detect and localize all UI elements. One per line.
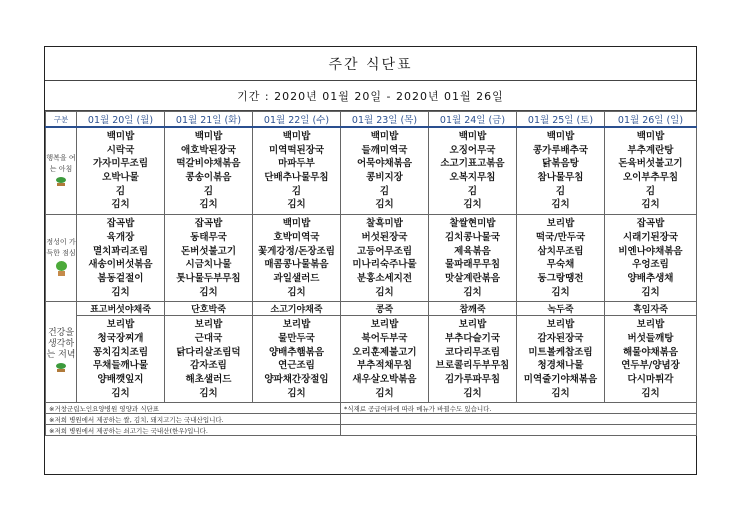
menu-item: 오이부추무침 [622, 172, 679, 184]
day-header: 01월 22일 (수) [253, 112, 341, 128]
menu-item: 브로콜리두부무침 [435, 360, 510, 372]
note-blank [341, 414, 697, 425]
menu-cell [253, 215, 341, 302]
menu-item: 청경채나물 [537, 360, 584, 372]
menu-item: 보리밥 [458, 319, 487, 331]
menu-item: 떡국/만두국 [535, 231, 586, 243]
menu-item: 과일샐러드 [273, 272, 320, 284]
menu-item: 해초샐러드 [185, 374, 232, 385]
menu-item: 다시마튀각 [627, 374, 674, 385]
menu-cell [77, 215, 165, 302]
menu-item: 닭볶음탕 [542, 158, 579, 170]
soup-cell: 녹두죽 [517, 302, 605, 316]
menu-cell [77, 127, 165, 215]
menu-item: 멸치꽈리조림 [92, 245, 149, 257]
menu-item: 오리훈제불고기 [352, 346, 417, 358]
menu-item: 찰쌀현미밥 [449, 218, 496, 230]
meal-label-text: 건강을 생각하는 저녁 [46, 328, 76, 361]
menu-item: 보리밥 [194, 319, 223, 331]
menu-cell [77, 316, 165, 403]
menu-item: 김치 [287, 387, 306, 399]
menu-item: 오박나물 [102, 172, 139, 184]
menu-item: 오징어무국 [449, 144, 496, 156]
menu-item: 김치 [375, 286, 394, 298]
menu-item: 김치 [199, 387, 218, 399]
menu-item: 김치 [551, 286, 570, 298]
menu-item: 백미밥 [282, 131, 311, 142]
soup-row [46, 302, 697, 316]
menu-item: 오복지무침 [449, 172, 496, 184]
menu-item: 부추다슬기국 [444, 332, 501, 344]
menu-item: 매콤콩나물볶음 [264, 259, 329, 271]
page-title: 주간 식단표 [45, 47, 696, 81]
menu-item: 호박미역국 [273, 231, 320, 243]
menu-item: 김치 [199, 199, 218, 211]
note-text: ※저희 병원에서 제공하는 쇠고기는 국내산(한우)입니다. [46, 425, 341, 436]
menu-item: 물파래무무침 [444, 259, 501, 271]
menu-item: 양배추생채 [627, 272, 674, 284]
day-header: 01월 26일 (일) [605, 112, 697, 128]
menu-item: 김치 [287, 199, 306, 211]
header-label: 구분 [46, 112, 77, 128]
menu-item: 버섯들깨탕 [627, 332, 674, 344]
menu-item: 보리밥 [546, 319, 575, 331]
menu-item: 김 [203, 185, 214, 197]
plant-icon [55, 261, 68, 276]
menu-item: 육개장 [106, 231, 135, 243]
soup-cell: 참깨죽 [429, 302, 517, 316]
menu-cell [605, 215, 697, 302]
day-header: 01월 23일 (목) [341, 112, 429, 128]
menu-item: 잡곡밥 [636, 218, 665, 230]
menu-item: 감자된장국 [537, 332, 584, 344]
menu-item: 김치 [287, 286, 306, 298]
menu-item: 물만두국 [278, 332, 315, 344]
menu-item: 김치 [463, 387, 482, 399]
menu-item: 김치 [641, 199, 660, 211]
period-text: 기간 : 2020년 01월 20일 - 2020년 01월 26일 [45, 81, 696, 111]
menu-item: 백미밥 [282, 218, 311, 230]
menu-item: 김 [115, 185, 126, 197]
menu-item: 봄동겉절이 [97, 272, 144, 284]
menu-item: 콩가루배추국 [532, 144, 589, 156]
menu-item: 미나리숙주나물 [352, 259, 417, 271]
menu-cell [165, 215, 253, 302]
menu-item: 부추적채무침 [356, 360, 413, 372]
menu-item: 백미밥 [194, 131, 223, 142]
menu-item: 김치 [111, 199, 130, 211]
menu-item: 백미밥 [546, 131, 575, 142]
menu-item: 김치 [199, 286, 218, 298]
menu-item: 연두부/양념장 [621, 360, 680, 372]
menu-item: 김치 [375, 199, 394, 211]
menu-item: 어묵야채볶음 [356, 158, 413, 170]
menu-item: 백미밥 [106, 131, 135, 142]
menu-item: 고등어무조림 [356, 245, 413, 257]
soup-cell: 소고기야채죽 [253, 302, 341, 316]
menu-item: 동태무국 [190, 231, 227, 243]
meal-label-text: 정성이 가득한 점심 [46, 237, 76, 257]
menu-item: 제육볶음 [454, 245, 491, 257]
menu-item: 백미밥 [636, 131, 665, 142]
menu-item: 무채들깨나물 [92, 360, 149, 372]
menu-item: 콩비지장 [366, 172, 403, 184]
menu-item: 양배깻잎지 [97, 374, 144, 385]
menu-item: 김 [379, 185, 390, 197]
soup-cell: 표고버섯야채죽 [77, 302, 165, 316]
menu-cell [605, 316, 697, 403]
menu-item: 양파채간장절임 [264, 374, 329, 385]
menu-cell [253, 316, 341, 403]
menu-item: 떡갈비야채볶음 [176, 158, 241, 170]
menu-item: 김가루파무침 [444, 374, 501, 385]
menu-item: 미트볼케찹조림 [528, 346, 593, 358]
menu-item: 양배추햄볶음 [268, 346, 325, 358]
menu-item: 보리밥 [282, 319, 311, 331]
menu-item: 연근조림 [278, 360, 315, 372]
menu-item: 꽃게강정/돈장조림 [258, 245, 335, 257]
note-text: ※거창군립노인요양병원 영양과 식단표 [46, 403, 341, 414]
note-row [46, 414, 697, 425]
menu-item: 백미밥 [370, 131, 399, 142]
menu-item: 청국장찌개 [97, 332, 144, 344]
menu-item: 김 [645, 185, 656, 197]
menu-item: 김치 [111, 286, 130, 298]
soup-cell: 흑임자죽 [605, 302, 697, 316]
menu-item: 잡곡밥 [194, 218, 223, 230]
meal-row [46, 316, 697, 403]
note-text: *식재료 공급여파에 따라 메뉴가 바뀔수도 있습니다. [341, 403, 697, 414]
menu-item: 김치 [375, 387, 394, 399]
menu-item: 보리밥 [370, 319, 399, 331]
menu-item: 김 [291, 185, 302, 197]
menu-item: 해물야채볶음 [622, 346, 679, 358]
note-row [46, 403, 697, 414]
header-row [46, 112, 697, 128]
menu-item: 근대국 [194, 332, 223, 344]
menu-item: 감자조림 [190, 360, 227, 372]
note-text: ※저희 병원에서 제공하는 쌀, 김치, 돼지고기는 국내산입니다. [46, 414, 341, 425]
menu-item: 새송이버섯볶음 [88, 259, 153, 271]
menu-item: 가자미무조림 [92, 158, 149, 170]
menu-sheet [44, 46, 697, 475]
menu-item: 단배추나물무침 [264, 172, 329, 184]
menu-item: 김 [467, 185, 478, 197]
menu-item: 비엔나야채볶음 [618, 245, 683, 257]
menu-item: 소고기표고볶음 [440, 158, 505, 170]
menu-cell [253, 127, 341, 215]
menu-item: 코다리무조림 [444, 346, 501, 358]
plant-icon [55, 177, 67, 186]
menu-item: 들깨미역국 [361, 144, 408, 156]
menu-cell [429, 316, 517, 403]
menu-item: 참나물무침 [537, 172, 584, 184]
menu-cell [429, 127, 517, 215]
menu-cell [341, 316, 429, 403]
menu-table [45, 111, 697, 436]
menu-cell [165, 127, 253, 215]
menu-item: 김치콩나물국 [444, 231, 501, 243]
menu-item: 보리밥 [636, 319, 665, 331]
meal-label-text: 행복을 여는 아침 [46, 153, 76, 173]
menu-cell [517, 127, 605, 215]
menu-item: 돈육버섯불고기 [618, 158, 683, 170]
menu-item: 잡곡밥 [106, 218, 135, 230]
menu-item: 꽁치김치조림 [92, 346, 149, 358]
menu-item: 마파두부 [278, 158, 315, 170]
soup-cell: 콩죽 [341, 302, 429, 316]
menu-item: 백미밥 [458, 131, 487, 142]
soup-cell: 단호박죽 [165, 302, 253, 316]
menu-item: 분홍소세지전 [356, 272, 413, 284]
note-blank [341, 425, 697, 436]
menu-item: 시락국 [106, 144, 135, 156]
menu-cell [429, 215, 517, 302]
note-row [46, 425, 697, 436]
menu-item: 김치 [641, 387, 660, 399]
menu-cell [605, 127, 697, 215]
menu-item: 보리밥 [106, 319, 135, 331]
menu-item: 돈버섯불고기 [180, 245, 237, 257]
menu-item: 버섯된장국 [361, 231, 408, 243]
menu-item: 닭다리살조림덕 [176, 346, 241, 358]
day-header: 01월 25일 (토) [517, 112, 605, 128]
menu-item: 부추계란탕 [627, 144, 674, 156]
menu-item: 미역떡된장국 [268, 144, 325, 156]
menu-item: 김 [555, 185, 566, 197]
menu-item: 시금치나물 [185, 259, 232, 271]
menu-cell [165, 316, 253, 403]
meal-row [46, 215, 697, 302]
menu-item: 북어두부국 [361, 332, 408, 344]
menu-item: 애호박된장국 [180, 144, 237, 156]
menu-cell [341, 127, 429, 215]
menu-item: 시래기된장국 [622, 231, 679, 243]
menu-item: 김치 [111, 387, 130, 399]
menu-item: 콩송이볶음 [185, 172, 232, 184]
menu-item: 삼치무조림 [537, 245, 584, 257]
meal-label [46, 215, 77, 302]
menu-item: 김치 [551, 199, 570, 211]
day-header: 01월 24일 (금) [429, 112, 517, 128]
menu-item: 보리밥 [546, 218, 575, 230]
menu-item: 무숙채 [546, 259, 575, 271]
menu-item: 새우살오박볶음 [352, 374, 417, 385]
menu-item: 찰흑미밥 [366, 218, 403, 230]
plant-icon [55, 363, 67, 372]
meal-label [46, 302, 77, 403]
day-header: 01월 21일 (화) [165, 112, 253, 128]
menu-cell [517, 215, 605, 302]
menu-item: 톳나물두부무침 [176, 272, 241, 284]
menu-cell [517, 316, 605, 403]
meal-label [46, 127, 77, 215]
menu-item: 우엉조림 [632, 259, 669, 271]
meal-row [46, 127, 697, 215]
menu-item: 맛살계란볶음 [444, 272, 501, 284]
menu-item: 동그랑땡전 [537, 272, 584, 284]
menu-item: 김치 [463, 286, 482, 298]
day-header: 01월 20일 (월) [77, 112, 165, 128]
menu-cell [341, 215, 429, 302]
menu-item: 김치 [641, 286, 660, 298]
menu-item: 김치 [551, 387, 570, 399]
menu-item: 미역줄기야채볶음 [523, 374, 598, 385]
menu-item: 김치 [463, 199, 482, 211]
